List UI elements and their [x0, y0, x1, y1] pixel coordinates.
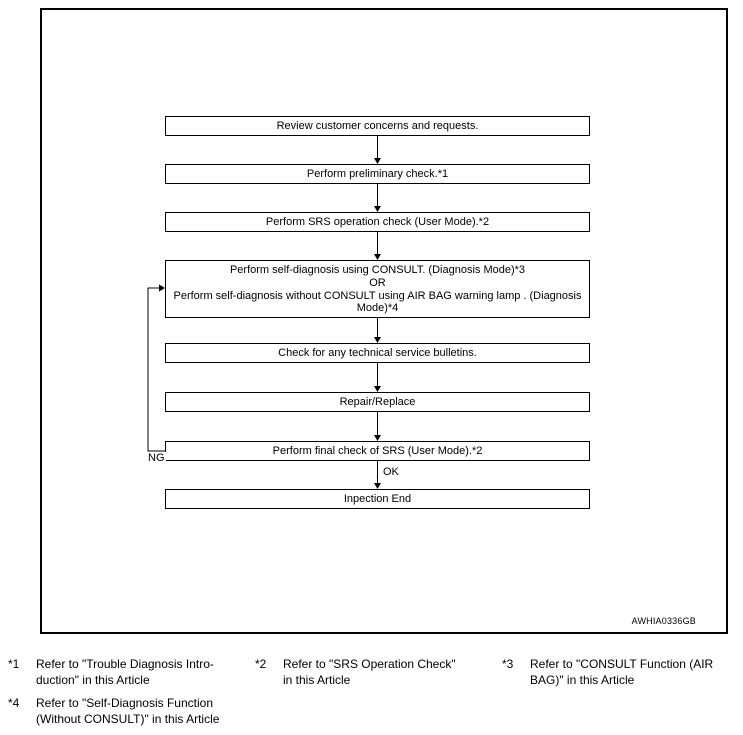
- step-final-check: [165, 441, 590, 461]
- ok-label: OK: [383, 466, 399, 478]
- step-label-or: OR: [369, 276, 386, 289]
- step-label: Repair/Replace: [339, 395, 416, 408]
- footnote-text: [36, 695, 219, 727]
- footnote-line: (Without CONSULT)" in this Article: [36, 712, 220, 726]
- footnote-marker: *1: [8, 657, 20, 671]
- footnote-marker: *4: [8, 696, 20, 710]
- footnote-2: [255, 656, 487, 688]
- footnote-line: duction" in this Article: [36, 673, 150, 687]
- footnote-line: Refer to "CONSULT Function (AIR: [530, 657, 714, 671]
- footnote-4: [8, 695, 268, 727]
- ng-label: NG: [148, 452, 165, 464]
- footnote-marker: *2: [255, 657, 267, 671]
- footnote-text: [530, 656, 713, 688]
- footnote-3: [502, 656, 738, 688]
- footnote-1: [8, 656, 250, 688]
- step-label: Perform preliminary check.*1: [306, 167, 449, 180]
- footnote-line: in this Article: [283, 673, 351, 687]
- step-label: Review customer concerns and requests.: [276, 119, 479, 132]
- step-service-bulletins: [165, 343, 590, 363]
- figure-code: AWHIA0336GB: [631, 616, 696, 626]
- step-label: Inpection End: [343, 492, 412, 505]
- footnote-line: BAG)" in this Article: [530, 673, 635, 687]
- step-repair-replace: [165, 392, 590, 412]
- step-self-diagnosis: [165, 260, 590, 318]
- step-review-customer-concerns: [165, 116, 590, 136]
- step-label: Perform final check of SRS (User Mode).*2: [272, 444, 483, 457]
- step-label: Perform SRS operation check (User Mode).*2: [265, 215, 490, 228]
- footnote-line: Refer to "SRS Operation Check": [283, 657, 456, 671]
- step-label-consult: Perform self-diagnosis using CONSULT. (Diagnosis Mode)*3: [229, 264, 526, 277]
- diagram-frame: [40, 8, 728, 634]
- footnote-text: [36, 656, 214, 688]
- footnote-marker: *3: [502, 657, 514, 671]
- step-preliminary-check: [165, 164, 590, 184]
- step-srs-operation-check: [165, 212, 590, 232]
- step-inspection-end: [165, 489, 590, 509]
- footnote-text: [283, 656, 456, 688]
- footnote-line: Refer to "Trouble Diagnosis Intro-: [36, 657, 214, 671]
- step-label-without-consult: Perform self-diagnosis without CONSULT using AIR BAG warning lamp . (Diagnosis Mode)*4: [173, 289, 582, 314]
- footnote-line: Refer to "Self-Diagnosis Function: [36, 696, 214, 710]
- step-label: Check for any technical service bulletins.: [278, 346, 477, 359]
